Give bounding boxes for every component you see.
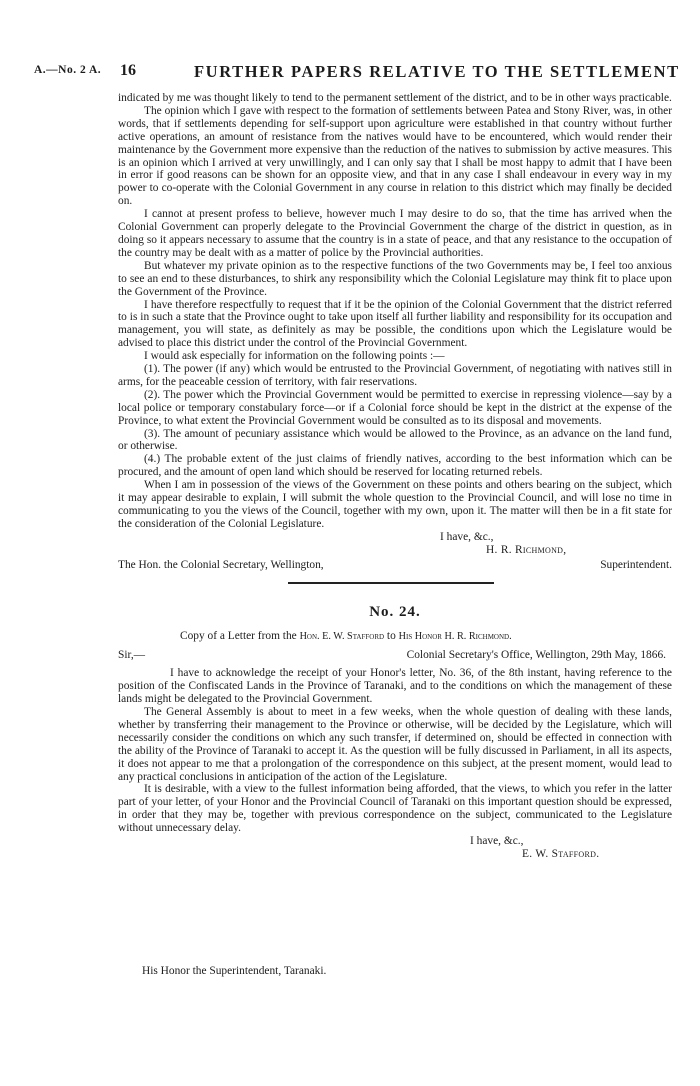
paragraph: I have therefore respectfully to request that if it be the opinion of the Colonial Government that the district referred to is in such a state that the Province ought to take upon itself all further liability and responsibility for its occupation and management, you will state, as definitely as may be possible, the conditions upon which the Legislature would be advised to place this district under the control of the Provincial Government. — [118, 298, 672, 350]
caption-to-word: to — [386, 630, 396, 643]
page-body — [118, 92, 672, 861]
paragraph: I have to acknowledge the receipt of your Honor's letter, No. 36, of the 8th instant, having reference to the position of the Confiscated Lands in the Province of Taranaki, and to the conditions on which the management of these lands might be delegated to the Provincial Government. — [118, 667, 672, 706]
page-header — [0, 62, 700, 84]
paragraph: (3). The amount of pecuniary assistance which would be allowed to the Province, as an advance on the land fund, or otherwise. — [118, 427, 672, 453]
salutation: Sir,— — [118, 649, 146, 662]
paragraph: It is desirable, with a view to the fullest information being afforded, that the views, to which you refer in the latter part of your letter, of your Honor and the Provincial Council of Taranaki on this important question should be expressed, in order that they may be, together with previous correspondence on the subject, communicated to the Legislature without unnecessary delay. — [118, 783, 672, 835]
running-title: FURTHER PAPERS RELATIVE TO THE SETTLEMENT — [194, 62, 680, 81]
dateline: Colonial Secretary's Office, Wellington, 29th May, 1866. — [406, 649, 666, 662]
document-caption — [118, 630, 672, 644]
addressee-row — [118, 559, 672, 572]
section-divider — [288, 582, 494, 584]
addressee: His Honor the Superintendent, Taranaki. — [142, 965, 327, 977]
paragraph: The General Assembly is about to meet in a few weeks, when the whole question of dealing with these lands, whether by transferring their management to the Province or otherwise, will be decided by the Legislature, which will necessarily consider the conditions on which any such transfer, if determined on, should be effected in connection with the ability of the Province of Taranaki to accept it. As the question will be fully discussed in Parliament, in all its aspects, it does not appear to me that a prolongation of the correspondence on this subject, at the present moment, would lead to any practical conclusions in anticipation of the action of the Legislature. — [118, 705, 672, 783]
signature: E. W. Stafford. — [522, 847, 600, 860]
paragraph: I would ask especially for information on the following points :— — [144, 350, 445, 363]
paragraph: (1). The power (if any) which would be entrusted to the Provincial Government, of negotiating with natives still in arms, for the peaceable cession of territory, with fair reservations. — [118, 363, 672, 388]
caption-to: His Honor H. R. Richmond. — [398, 631, 512, 643]
signature: H. R. Richmond, — [486, 543, 567, 556]
addressee: The Hon. the Colonial Secretary, Wellington, — [118, 558, 324, 571]
paragraph: When I am in possession of the views of the Government on these points and others bearing on the subject, which it may appear desirable to explain, I will submit the whole question to the Provincial Council, and will lose no time in communicating to you the views of the Council, together with my own, upon it. The matter will then be in a fit state for the consideration of the Colonial Legislature. — [118, 479, 672, 530]
salutation-row — [118, 649, 672, 662]
page-number: 16 — [120, 62, 136, 79]
closing: I have, &c., — [440, 530, 494, 543]
paragraph: (4.) The probable extent of the just claims of friendly natives, according to the best information which can be procured, and the amount of open land which should be reserved for locating returned rebels. — [118, 453, 672, 479]
paragraph: (2). The power which the Provincial Government would be permitted to exercise in repressing violence—say by a local police or temporary constabulary force—or if a Colonial force should be kept in the district at the expense of the Province, to what extent the Provincial Government would be consulted as to its disposal and movements. — [118, 388, 672, 427]
paragraph: The opinion which I gave with respect to the formation of settlements between Patea and Stony River, was, in other words, that if settlements depending for self-support upon agriculture were established in that country without further active operations, an amount of resistance from the natives would have to be encountered, which would render their maintenance by the Government more expensive than the reduction of the natives to submission by active measures. This is an opinion which I arrived at very unwillingly, and I can only say that I shall be most happy to admit that I have been in error if good reasons can be shown for an opposite view, and that in any case I shall endeavour in every way in my power to co-operate with the Colonial Government in any course in relation to this district which may finally be decided on. — [118, 104, 672, 208]
closing: I have, &c., — [470, 835, 524, 848]
caption-from: Hon. E. W. Stafford — [299, 631, 385, 643]
signature-title: Superintendent. — [600, 558, 672, 571]
paragraph: indicated by me was thought likely to tend to the permanent settlement of the district, and to be in other ways practicable. — [118, 92, 672, 104]
paragraph: But whatever my private opinion as to the respective functions of the two Governments may be, I feel too anxious to see an end to these disturbances, to shirk any responsibility which the Colonial Legislature may think fit to place upon the Government of the Province. — [118, 259, 672, 298]
caption-prefix: Copy of a Letter from the — [180, 630, 297, 643]
document-number: No. 24. — [369, 603, 421, 620]
paragraph: I cannot at present profess to believe, however much I may desire to do so, that the time has arrived when the Colonial Government can properly delegate to the Provincial Government the charge of the district in question, as in doing so it appears necessary to assume that the country is in a state of peace, and that any resistance to the occupation of the country may be dealt with as a matter of police by the Provincial authorities. — [118, 208, 672, 259]
paper-reference: A.—No. 2 A. — [34, 64, 102, 76]
